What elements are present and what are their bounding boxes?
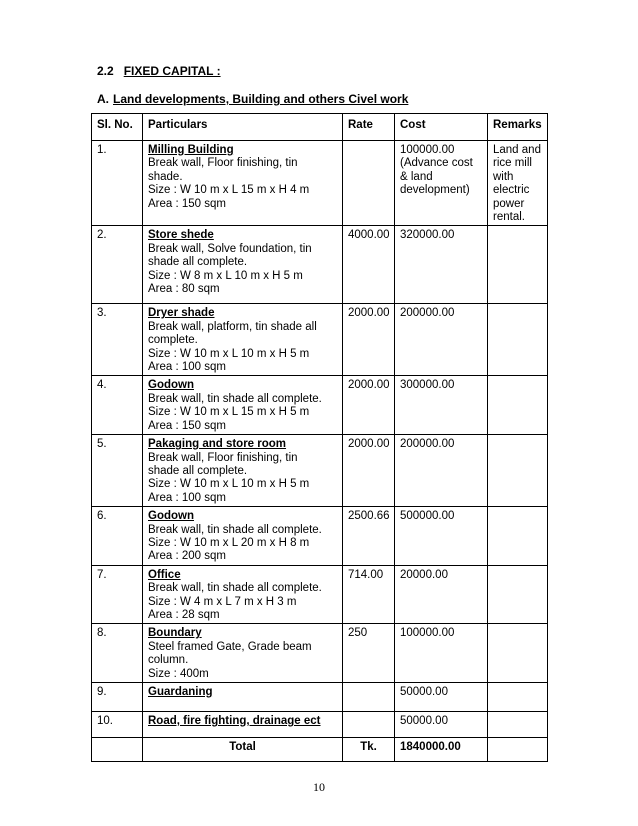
item-detail-line: Area : 150 sqm — [148, 197, 226, 210]
rate-cell: 714.00 — [343, 565, 395, 624]
item-detail-line: Break wall, Floor finishing, tin — [148, 157, 298, 170]
item-detail-line: Steel framed Gate, Grade beam — [148, 640, 312, 653]
remarks-cell — [488, 507, 548, 566]
total-remarks-blank-cell — [488, 738, 548, 762]
rate-cell — [343, 683, 395, 712]
particulars-cell — [143, 624, 343, 683]
sl-no-cell: 4. — [92, 376, 143, 435]
column-header-particulars: Particulars — [143, 114, 343, 141]
rate-cell: 4000.00 — [343, 226, 395, 304]
item-title: Pakaging and store room — [148, 438, 287, 451]
remarks-cell — [488, 304, 548, 376]
item-detail-line: Break wall, tin shade all complete. — [148, 392, 322, 405]
sl-no-cell: 9. — [92, 683, 143, 712]
particulars-cell — [143, 304, 343, 376]
total-blank-cell — [92, 738, 143, 762]
item-detail-line: Size : W 10 m x L 15 m x H 5 m — [148, 406, 310, 419]
remarks-cell — [488, 683, 548, 712]
rate-cell: 2000.00 — [343, 435, 395, 507]
total-amount: 1840000.00 — [395, 738, 488, 762]
sl-no-cell: 10. — [92, 712, 143, 738]
table-row — [92, 507, 548, 566]
remarks-cell — [488, 565, 548, 624]
remarks-cell — [488, 376, 548, 435]
item-detail-line: Size : W 4 m x L 7 m x H 3 m — [148, 595, 297, 608]
sl-no-cell: 3. — [92, 304, 143, 376]
total-label: Total — [143, 738, 343, 762]
item-detail-line: Break wall, Solve foundation, tin — [148, 242, 312, 255]
section-heading — [97, 64, 221, 78]
item-title: Store shede — [148, 229, 214, 242]
cost-cell: 50000.00 — [395, 683, 488, 712]
particulars-cell — [143, 683, 343, 712]
rate-cell: 2000.00 — [343, 376, 395, 435]
total-currency: Tk. — [343, 738, 395, 762]
column-header-sl: Sl. No. — [92, 114, 143, 141]
item-detail-line: Break wall, tin shade all complete. — [148, 523, 322, 536]
cost-cell: 500000.00 — [395, 507, 488, 566]
column-header-rate: Rate — [343, 114, 395, 141]
item-title: Godown — [148, 379, 194, 392]
particulars-cell — [143, 507, 343, 566]
section-title: FIXED CAPITAL : — [123, 64, 221, 78]
remarks-cell — [488, 624, 548, 683]
particulars-cell — [143, 565, 343, 624]
particulars-cell — [143, 141, 343, 226]
remarks-cell: Land and rice mill with electric power rental. — [488, 141, 548, 226]
item-detail-line: Size : 400m — [148, 667, 209, 680]
sl-no-cell: 7. — [92, 565, 143, 624]
item-detail-line: Area : 100 sqm — [148, 491, 226, 504]
item-detail-line: Size : W 10 m x L 10 m x H 5 m — [148, 478, 310, 491]
item-title: Boundary — [148, 627, 202, 640]
table-row — [92, 624, 548, 683]
remarks-cell — [488, 435, 548, 507]
cost-cell: 100000.00 — [395, 624, 488, 683]
rate-cell: 2000.00 — [343, 304, 395, 376]
item-detail-line: complete. — [148, 334, 198, 347]
remarks-cell — [488, 226, 548, 304]
page-number: 10 — [313, 780, 325, 794]
item-detail-line: Area : 80 sqm — [148, 283, 220, 296]
item-detail-line: Area : 150 sqm — [148, 419, 226, 432]
sl-no-cell: 2. — [92, 226, 143, 304]
subsection-label: A. — [97, 92, 109, 106]
subsection-heading — [97, 92, 408, 106]
sl-no-cell: 8. — [92, 624, 143, 683]
item-title: Road, fire fighting, drainage ect — [148, 715, 321, 727]
rate-cell: 2500.66 — [343, 507, 395, 566]
item-title: Dryer shade — [148, 307, 215, 320]
remarks-cell — [488, 712, 548, 738]
item-detail-line: shade all complete. — [148, 464, 248, 477]
item-detail-line: Break wall, tin shade all complete. — [148, 582, 322, 595]
table-row — [92, 376, 548, 435]
subsection-title: Land developments, Building and others Civel work — [113, 92, 409, 106]
sl-no-cell: 1. — [92, 141, 143, 226]
sl-no-cell: 5. — [92, 435, 143, 507]
particulars-cell — [143, 376, 343, 435]
cost-cell: 300000.00 — [395, 376, 488, 435]
table-row — [92, 141, 548, 226]
rate-cell — [343, 712, 395, 738]
sl-no-cell: 6. — [92, 507, 143, 566]
item-detail-line: Size : W 10 m x L 15 m x H 4 m — [148, 184, 310, 197]
table-row — [92, 712, 548, 738]
rate-cell — [343, 141, 395, 226]
particulars-cell — [143, 226, 343, 304]
table-row — [92, 435, 548, 507]
item-detail-line: Area : 100 sqm — [148, 361, 226, 374]
item-detail-line: Area : 200 sqm — [148, 550, 226, 563]
item-detail-line: shade. — [148, 170, 183, 183]
cost-cell: 200000.00 — [395, 304, 488, 376]
table-header-row — [92, 114, 548, 141]
column-header-cost: Cost — [395, 114, 488, 141]
cost-cell: 100000.00 (Advance cost & land development) — [395, 141, 488, 226]
particulars-cell — [143, 712, 343, 738]
item-detail-line: shade all complete. — [148, 256, 248, 269]
cost-cell: 50000.00 — [395, 712, 488, 738]
item-title: Milling Building — [148, 144, 234, 156]
item-detail-line: Break wall, Floor finishing, tin — [148, 451, 298, 464]
table-row — [92, 565, 548, 624]
total-row — [92, 738, 548, 762]
item-title: Godown — [148, 510, 194, 523]
item-detail-line: Size : W 10 m x L 20 m x H 8 m — [148, 536, 310, 549]
table-row — [92, 304, 548, 376]
section-number: 2.2 — [97, 64, 114, 78]
particulars-cell — [143, 435, 343, 507]
rate-cell: 250 — [343, 624, 395, 683]
item-detail-line: Size : W 8 m x L 10 m x H 5 m — [148, 269, 303, 282]
item-detail-line: Area : 28 sqm — [148, 608, 220, 621]
item-title: Office — [148, 568, 181, 581]
table-row — [92, 226, 548, 304]
table-row — [92, 683, 548, 712]
cost-cell: 200000.00 — [395, 435, 488, 507]
fixed-capital-table — [91, 113, 548, 762]
column-header-remarks: Remarks — [488, 114, 548, 141]
cost-cell: 320000.00 — [395, 226, 488, 304]
item-detail-line: Size : W 10 m x L 10 m x H 5 m — [148, 347, 310, 360]
item-detail-line: Break wall, platform, tin shade all — [148, 320, 317, 333]
item-title: Guardaning — [148, 686, 213, 698]
cost-cell: 20000.00 — [395, 565, 488, 624]
item-detail-line: column. — [148, 654, 189, 667]
